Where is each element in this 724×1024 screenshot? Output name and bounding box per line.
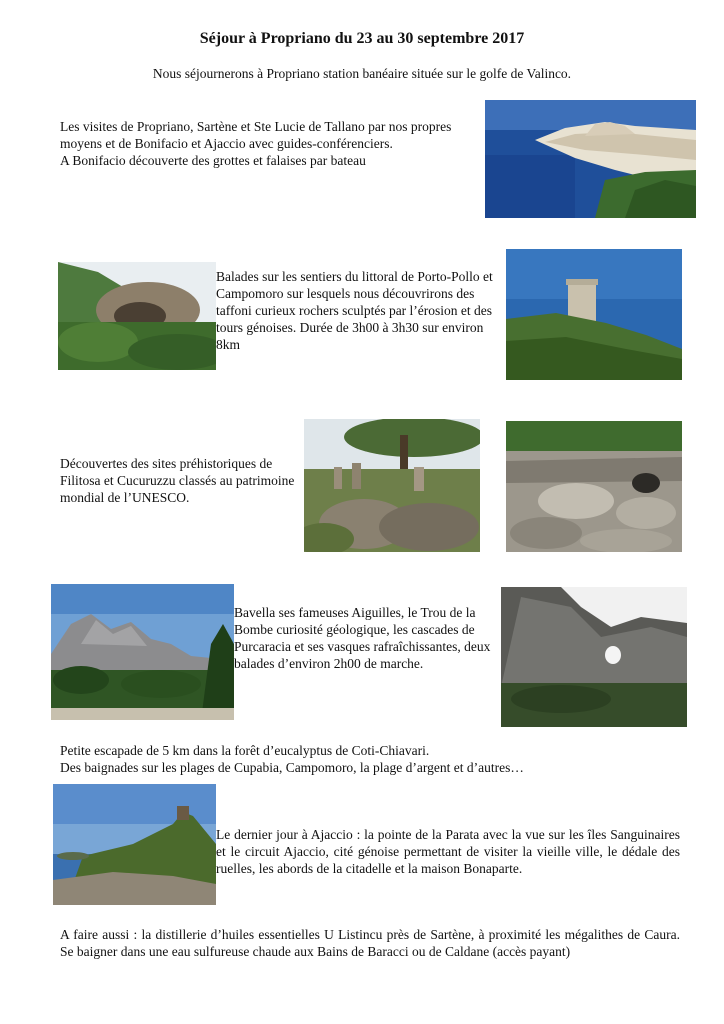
photo-bonifacio-cliffs bbox=[485, 100, 696, 218]
photo-cucuruzzu-ruins bbox=[506, 421, 682, 552]
photo-pointe-de-la-parata bbox=[53, 784, 216, 905]
section-ajaccio: Le dernier jour à Ajaccio : la pointe de la Parata avec la vue sur les îles Sanguinaires et le circuit Ajaccio, cité génoise permettant de visiter la vieille ville, le dédale des ruelles, les abords de la citadelle et la maison Bonaparte. bbox=[216, 827, 680, 876]
section-prehistoire: Découvertes des sites préhistoriques de Filitosa et Cucuruzzu classés au patrimoine mondial de l’UNESCO. bbox=[60, 456, 295, 505]
photo-filitosa-menhirs bbox=[304, 419, 480, 552]
visites-line: moyens et de Bonifacio et Ajaccio avec guides-conférenciers. bbox=[60, 136, 393, 151]
escapade-line: Des baignades sur les plages de Cupabia, Campomoro, la plage d’argent et d’autres… bbox=[60, 760, 524, 775]
visites-line: Les visites de Propriano, Sartène et Ste Lucie de Tallano par nos propres bbox=[60, 119, 452, 134]
escapade-line: Petite escapade de 5 km dans la forêt d’eucalyptus de Coti-Chiavari. bbox=[60, 743, 430, 758]
photo-bavella-needles bbox=[51, 584, 234, 720]
photo-genoese-tower bbox=[506, 249, 682, 380]
photo-trou-de-la-bombe bbox=[501, 587, 687, 727]
visites-line: A Bonifacio découverte des grottes et falaises par bateau bbox=[60, 153, 366, 168]
page-title: Séjour à Propriano du 23 au 30 septembre 2017 bbox=[199, 30, 525, 47]
section-bavella: Bavella ses fameuses Aiguilles, le Trou de la Bombe curiosité géologique, les cascades de Purcaracia et ses vasques rafraîchissantes, deux balades d’environ 2h00 de marche. bbox=[234, 605, 491, 671]
section-escapade bbox=[60, 742, 680, 776]
section-balades: Balades sur les sentiers du littoral de Porto-Pollo et Campomoro sur lesquels nous découvrirons des taffoni curieux rochers sculptés par l’érosion et des tours génoises. Durée de 3h00 à 3h30 sur environ 8km bbox=[216, 269, 493, 352]
photo-taffoni-rock bbox=[58, 262, 216, 370]
intro-text: Nous séjournerons à Propriano station banéaire située sur le golfe de Valinco. bbox=[152, 66, 572, 81]
section-a-faire-aussi: A faire aussi : la distillerie d’huiles essentielles U Listincu près de Sartène, à proximité les mégalithes de Caura. Se baigner dans une eau sulfureuse chaude aux Bains de Baracci ou de Caldane (accès payant) bbox=[60, 927, 680, 959]
section-visites bbox=[60, 118, 490, 169]
